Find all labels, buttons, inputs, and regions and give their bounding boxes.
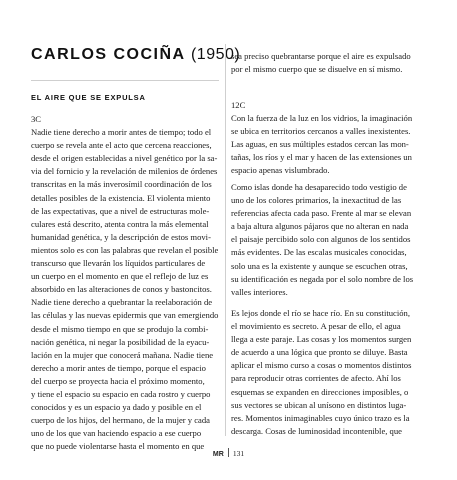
text-line: que no puede violentarse hasta el momento en que [31,441,205,452]
text-line: descarga. Cosas de luminosidad incontenible, que [231,425,402,436]
text-line: de las expectativas, que a nivel de estructuras mole- [31,205,210,216]
text-line: cuerpo de los hijos, del hermano, de la mujer y cada [31,415,210,426]
text-line: transcritas en la más inverosímil coordinación de los [31,179,212,190]
text-line: 12C [231,100,246,110]
text-line: sea preciso quebrantarse porque el aire es expulsado [231,51,411,61]
header-divider [31,80,219,81]
text-line: del cuerpo se proyecta hacia el próximo momento, [31,375,205,386]
text-line: lación en la mujer que conocerá mañana. Nadie tiene [31,349,214,360]
author-name: CARLOS COCIÑA [31,46,186,63]
text-line: mientos solo es con las palabras que revelan el posible [31,244,219,255]
footer-separator [228,448,229,457]
right-block-2 [231,99,431,178]
text-line: derecho a morir antes de tiempo, porque el espacio [31,362,206,373]
page-footer [0,448,457,458]
text-line: su identificación es negada por el solo nombre de los [231,273,414,284]
text-line: nación genética, ni negar la posibilidad de la eyacu- [31,336,210,347]
text-line: Nadie tiene derecho a quebrantar la reelaboración de [31,297,213,308]
text-line: desde el origen establecidas a nivel genético por la sa- [31,153,218,164]
text-line: valles interiores. [231,286,288,297]
text-line: las células y las nuevas epidermis que van emergiendo [31,310,219,321]
text-line: solo una es la existente y aunque se escuchen otras, [231,260,408,271]
text-line: aplicar el mismo curso a cosas o momentos distintos [231,360,412,371]
text-line: esquemas se expanden en direcciones imposibles, o [231,386,409,397]
text-line: referencias afecta cada paso. Frente al mar se elevan [231,208,412,219]
text-line: Nadie tiene derecho a morir antes de tiempo; todo el [31,127,212,138]
left-column-text [31,113,221,453]
text-line: humanidad genética, y la descripción de estos movi- [31,231,211,242]
text-line: y tiene el espacio su espacio en cada rostro y cuerpo [31,388,211,399]
text-line: cuerpo se revela ante el acto que cercena reacciones, [31,140,212,151]
text-line: el movimiento es secreto. A pesar de ello, el agua [231,321,401,332]
text-line: 3C [31,114,42,124]
column-divider [225,44,226,436]
text-line: Con la fuerza de la luz en los vidrios, la imaginación [231,113,413,124]
text-line: un cuerpo en el momento en que el reflejo de luz es [31,271,209,282]
author-year: (1950) [190,46,241,63]
text-line: Como islas donde ha desaparecido todo vestigio de [231,182,407,192]
text-line: uno de los que van haciendo espacio a ese cuerpo [31,428,202,439]
text-line: llega a este paraje. Las cosas y los momentos surgen [231,334,412,345]
text-line: uno de los colores primarios, la inexactitud de las [231,195,402,206]
text-line: por el mismo cuerpo que se disuelve en sí mismo. [231,64,403,75]
journal-mark: MR [212,451,224,458]
text-line: de acuerdo a una lógica que pronto se diluye. Basta [231,347,408,358]
right-block-1 [231,50,431,76]
text-line: culares está descrito, atenta contra la más elemental [31,218,209,229]
text-line: tañas, los ríos y el mar y hacen de las extensiones un [231,152,412,163]
text-line: absorbido en las alteraciones de conos y bastoncitos. [31,284,212,295]
text-line: a baja altura algunos pájaros que no alteran en nada [231,221,409,232]
text-line: se ubica en territorios cercanos a valles inexistentes. [231,126,411,137]
text-line: desde el mismo tiempo en que se produjo la combi- [31,323,209,334]
text-line: para reproducir otras corrientes de afecto. Ahí los [231,373,401,384]
text-line: más evidentes. De las escalas musicales conocidas, [231,247,407,258]
text-line: res. Momentos inimaginables cuyo único trazo es la [231,412,410,423]
text-line: detalles posibles de la existencia. El violenta miento [31,192,211,203]
text-line: el paisaje percibido solo con algunos de los sentidos [231,234,411,245]
page-number: 131 [232,449,245,458]
text-line: transcurso que llevarán los líquidos particulares de [31,258,206,269]
right-block-3 [231,181,431,299]
text-line: conocidos y es un espacio ya dado y posible en el [31,402,202,413]
poem-title: EL AIRE QUE SE EXPULSA [31,93,146,102]
text-line: espacio apenas vislumbrado. [231,165,330,176]
text-line: sus vectores se ubican al unísono en distintos luga- [231,399,407,410]
right-block-4 [231,307,431,438]
text-line: Las aguas, en sus múltiples estados cercan las mon- [231,139,409,150]
author-heading [31,46,241,64]
text-line: Es lejos donde el río se hace río. En su constitución, [231,308,410,318]
text-line: via del fornicio y la revelación de milenios de órdenes [31,166,218,177]
